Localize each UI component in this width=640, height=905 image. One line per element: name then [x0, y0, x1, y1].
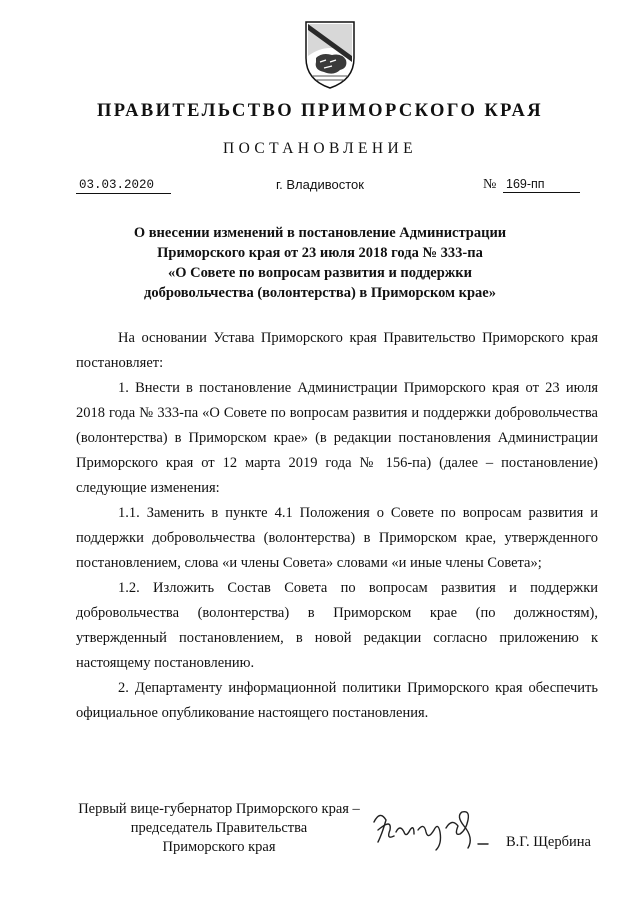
government-title: ПРАВИТЕЛЬСТВО ПРИМОРСКОГО КРАЯ	[96, 101, 543, 121]
heading-line: добровольчества (волонтерства) в Приморском крае»	[144, 285, 496, 301]
body-paragraph: 1.1. Заменить в пункте 4.1 Положения о Совете по вопросам развития и поддержки добровольчества (волонтерства) в Приморском крае, утвержденного постановлением, слова «и члены Совета» словами «и иные члены Совета»;	[76, 505, 598, 571]
document-body	[76, 326, 598, 726]
heading-line: «О Совете по вопросам развития и поддержки	[167, 265, 473, 281]
document-heading	[100, 223, 540, 303]
body-paragraph: 2. Департаменту информационной политики Приморского края обеспечить официальное опубликование настоящего постановления.	[76, 680, 598, 721]
handwritten-signature	[370, 800, 490, 858]
document-date: 03.03.2020	[76, 178, 171, 194]
body-paragraph: 1.2. Изложить Состав Совета по вопросам развития и поддержки добровольчества (волонтерства) в Приморском крае (по должностям), утвержденный постановлением, в новой редакции согласно приложению к настоящему постановлению.	[76, 580, 598, 671]
body-paragraph: 1. Внести в постановление Администрации Приморского края от 23 июля 2018 года № 333-па «О Совете по вопросам развития и поддержки добровольчества (волонтерства) в Приморском крае» (в редакции постановления Администрации Приморского края от 12 марта 2019 года № 156-па) (далее – постановление) следующие изменения:	[76, 380, 598, 496]
document-type: ПОСТАНОВЛЕНИЕ	[223, 140, 417, 157]
body-paragraph: На основании Устава Приморского края Правительство Приморского края постановляет:	[76, 330, 598, 371]
heading-line: Приморского края от 23 июля 2018 года № 333-па	[157, 245, 483, 261]
heading-line: О внесении изменений в постановление Администрации	[133, 225, 507, 241]
position-line: председатель Правительства	[130, 820, 308, 836]
coat-of-arms-icon	[302, 18, 358, 90]
signatory-position	[70, 800, 368, 857]
position-line: Приморского края	[162, 839, 276, 855]
document-city: г. Владивосток	[276, 177, 364, 192]
signatory-name: В.Г. Щербина	[506, 834, 591, 850]
position-line: Первый вице-губернатор Приморского края –	[78, 801, 360, 817]
number-sign: №	[483, 177, 497, 192]
document-number: 169-пп	[503, 177, 580, 193]
